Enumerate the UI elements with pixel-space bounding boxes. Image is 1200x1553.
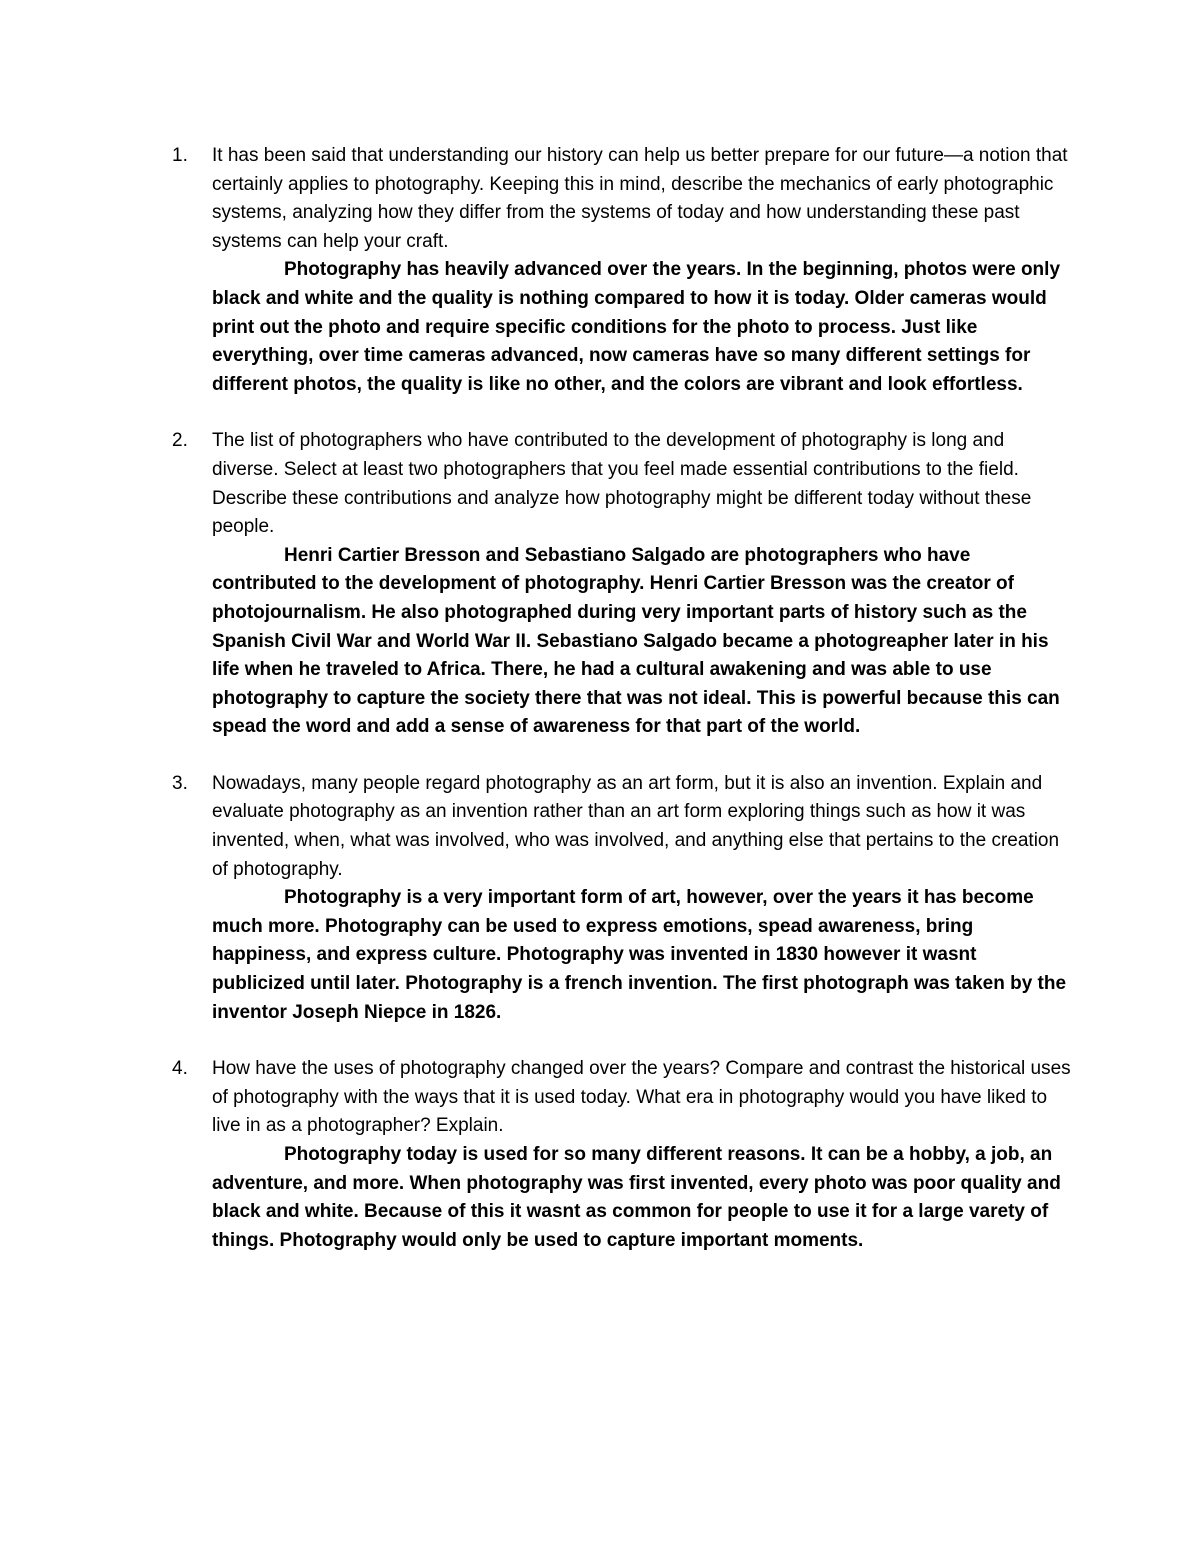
qa-item-4: [172, 1055, 1072, 1255]
qa-item-3: [172, 770, 1072, 1027]
answer-text: Henri Cartier Bresson and Sebastiano Salgado are photographers who have contributed to the development of photography. Henri Cartier Bresson was the creator of photojournalism. He also photographed during very important parts of history such as the Spanish Civil War and World War II. Sebastiano Salgado became a photogreapher later in his life when he traveled to Africa. There, he had a cultural awakening and was able to use photography to capture the society there that was not ideal. This is powerful because this can spead the word and add a sense of awareness for that part of the world.: [212, 544, 1060, 738]
item-number: 2.: [172, 430, 188, 452]
item-number: 3.: [172, 772, 188, 794]
answer-text: Photography today is used for so many different reasons. It can be a hobby, a job, an adventure, and more. When photography was first invented, every photo was poor quality and black and white. Because of this it wasnt as common for people to use it for a large varety of things. Photography would only be used to capture important moments.: [212, 1144, 1061, 1251]
qa-item-1: [172, 142, 1072, 399]
item-number: 4.: [172, 1058, 188, 1080]
qa-item-2: [172, 427, 1072, 742]
question-answer-list: [172, 142, 1072, 1283]
answer-text: Photography is a very important form of art, however, over the years it has become much more. Photography can be used to express emotions, spead awareness, bring happiness, and express culture. Photography was invented in 1830 however it wasnt publicized until later. Photography is a french invention. The first photograph was taken by the inventor Joseph Niepce in 1826.: [212, 887, 1067, 1023]
question-text: How have the uses of photography changed over the years? Compare and contrast the historical uses of photography with the ways that it is used today. What era in photography would you have liked to live in as a photographer? Explain.: [212, 1058, 1071, 1137]
question-text: The list of photographers who have contributed to the development of photography is long and diverse. Select at least two photographers that you feel made essential contributions to the field. Describe these contributions and analyze how photography might be different today without these people.: [212, 430, 1032, 538]
answer-text: Photography has heavily advanced over the years. In the beginning, photos were only black and white and the quality is nothing compared to how it is today. Older cameras would print out the photo and require specific conditions for the photo to process. Just like everything, over time cameras advanced, now cameras have so many different settings for different photos, the quality is like no other, and the colors are vibrant and look effortless.: [212, 259, 1061, 395]
question-text: Nowadays, many people regard photography as an art form, but it is also an invention. Explain and evaluate photography as an invention rather than an art form exploring things such as how it was invented, when, what was involved, who was involved, and anything else that pertains to the creation of photography.: [212, 772, 1060, 880]
question-text: It has been said that understanding our history can help us better prepare for our future—a notion that certainly applies to photography. Keeping this in mind, describe the mechanics of early photographic systems, analyzing how they differ from the systems of today and how understanding these past systems can help your craft.: [212, 145, 1068, 252]
item-number: 1.: [172, 145, 188, 166]
